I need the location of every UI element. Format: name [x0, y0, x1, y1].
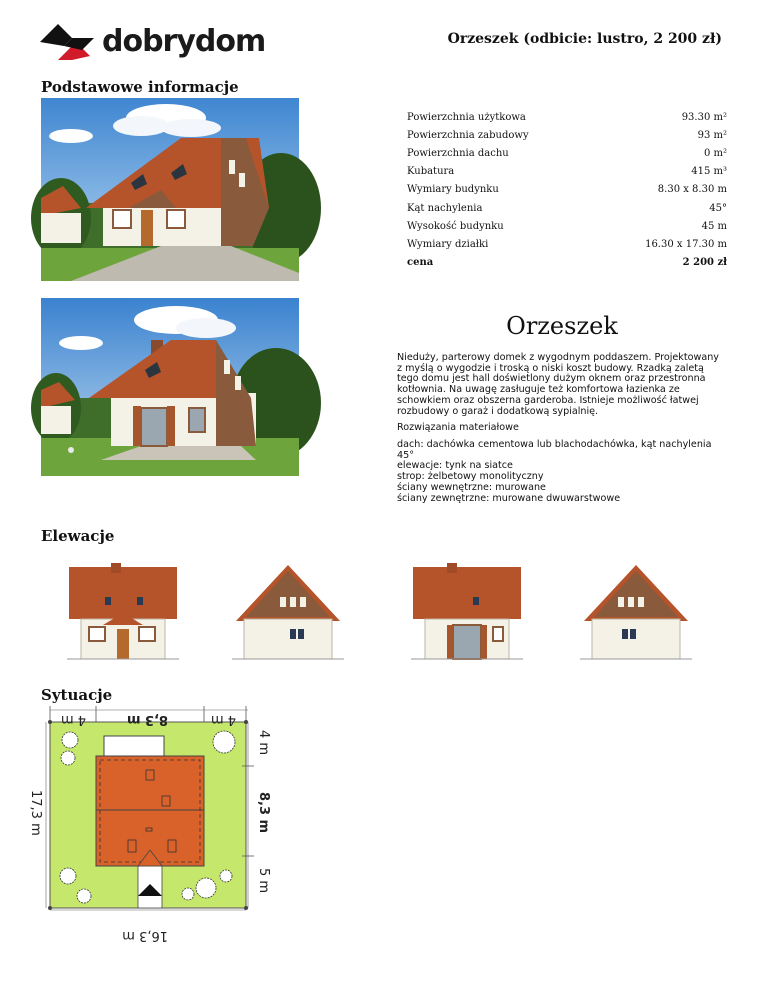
- materials-heading: Rozwiązania materiałowe: [397, 422, 519, 433]
- dim-right-center: 8,3 m: [256, 792, 271, 834]
- section-heading-elevations: Elewacje: [41, 527, 115, 545]
- info-row: Powierzchnia użytkowa 93.30 m²: [407, 111, 727, 123]
- section-heading-situation: Sytuacje: [41, 686, 113, 704]
- section-heading-info: Podstawowe informacje: [41, 78, 239, 96]
- brand-name: dobrydom: [102, 24, 266, 59]
- project-name: Orzeszek: [506, 312, 618, 340]
- dim-top-center: 8,3 m: [126, 712, 168, 727]
- project-description: Nieduży, parterowy domek z wygodnym poddaszem. Projektowany z myślą o wygodzie i troską o niski koszt budowy. Rzadką zaletą tego domu jest hall doświetlony dużym oknem oraz przestronna kotłownia. Na uwagę zasługuje też komfortowa łazienka ze schowkiem oraz obszerna garderoba. Istnieje możliwość łatwej rozbudowy o garaż i dodatkową sypialnię.: [397, 352, 719, 417]
- info-table: [407, 108, 727, 272]
- dim-right-bottom: 5 m: [256, 868, 271, 894]
- material-item: elewacje: tynk na siatce: [397, 460, 513, 472]
- info-row: Wymiary budynku 8.30 x 8.30 m: [407, 184, 727, 196]
- price-row: cena 2 200 zł: [407, 257, 727, 269]
- material-item: dach: dachówka cementowa lub blachodachówka, kąt nachylenia 45°: [397, 439, 712, 461]
- dim-top-right: 4 m: [210, 712, 236, 727]
- info-row: Wymiary działki 16.30 x 17.30 m: [407, 238, 727, 250]
- document-title: Orzeszek (odbicie: lustro, 2 200 zł): [447, 31, 722, 47]
- elevation-side-right: [580, 563, 692, 663]
- info-row: Kubatura 415 m³: [407, 166, 727, 178]
- house-photo-front: [41, 98, 299, 281]
- logo-mark-icon: [38, 22, 96, 62]
- info-row: Powierzchnia zabudowy 93 m²: [407, 129, 727, 141]
- brand-logo[interactable]: [38, 22, 266, 62]
- elevation-rear: [411, 563, 523, 663]
- material-item: ściany wewnętrzne: murowane: [397, 481, 546, 493]
- info-row: Wysokość budynku 45 m: [407, 220, 727, 232]
- house-photo-rear: [41, 298, 299, 476]
- dim-top-left: 4 m: [60, 712, 86, 727]
- info-row: Kąt nachylenia 45°: [407, 202, 727, 214]
- material-item: ściany zewnętrzne: murowane dwuwarstwowe: [397, 492, 621, 504]
- elevation-side-left: [232, 563, 344, 663]
- info-row: Powierzchnia dachu 0 m²: [407, 147, 727, 159]
- dim-right-top: 4 m: [256, 730, 271, 756]
- materials-list: [397, 440, 727, 504]
- dim-bottom: 16,3 m: [122, 928, 168, 943]
- dim-left: 17,3 m: [28, 790, 43, 836]
- elevation-front: [67, 563, 179, 663]
- site-plan: [28, 700, 278, 943]
- material-item: strop: żelbetowy monolityczny: [397, 471, 544, 483]
